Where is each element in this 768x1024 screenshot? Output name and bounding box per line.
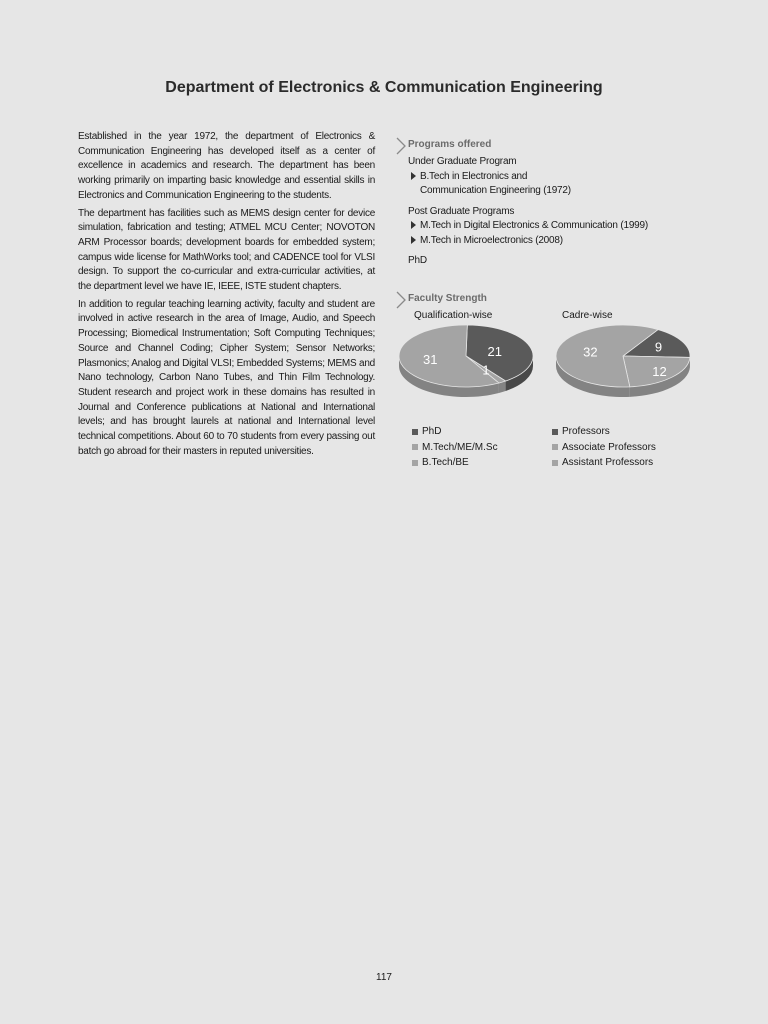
pie-data-label: 9 (654, 339, 663, 355)
pie-data-label: 32 (583, 344, 598, 360)
ug-item-line2: Communication Engineering (1972) (420, 185, 571, 196)
cadre-legend (552, 424, 656, 471)
chevron-right-icon (394, 291, 408, 309)
page-title: Department of Electronics & Communication Engineering (165, 79, 603, 96)
paragraph-facilities: The department has facilities such as MEMS design center for device simulation, fabrication and testing; ATMEL MCU Center; NOVOTON ARM Processor boards; development boards for embedded system; campus wide license for MathWorks tool; and CADENCE tool for VLSI design. To support the co-curricular and extra-curricular activities, at the department level we have IE, IEEE, ISTE student chapters. (78, 207, 375, 293)
faculty-heading: Faculty Strength (408, 293, 487, 304)
ug-label: Under Graduate Program (408, 156, 517, 167)
phd-label: PhD (408, 255, 427, 266)
chart-title-qualification: Qualification-wise (414, 310, 493, 321)
bullet-arrow-icon (411, 236, 416, 244)
pie-data-label: 21 (487, 343, 502, 359)
qualification-legend (412, 424, 498, 471)
pie-data-label: 12 (652, 363, 667, 379)
legend-swatch (552, 429, 558, 435)
programs-heading: Programs offered (408, 139, 492, 150)
paragraph-history: Established in the year 1972, the department of Electronics & Communication Engineering has developed itself as a center of excellence in academics and research. The department has been working primarily on imparting basic knowledge and essential skills in Electronics and Communication Engineering to the students. (78, 131, 375, 201)
legend-item: PhD (412, 424, 498, 440)
legend-item: B.Tech/BE (412, 455, 498, 471)
pg-item-1: M.Tech in Digital Electronics & Communication (1999) (420, 220, 649, 231)
bullet-arrow-icon (411, 172, 416, 180)
pg-item-2: M.Tech in Microelectronics (2008) (420, 234, 563, 246)
pg-item (408, 234, 648, 249)
legend-swatch (412, 429, 418, 435)
legend-swatch (552, 444, 558, 450)
page-number: 117 (376, 972, 392, 983)
legend-item: Associate Professors (552, 440, 656, 456)
legend-item: Assistant Professors (552, 455, 656, 471)
chart-title-cadre: Cadre-wise (562, 310, 613, 321)
pie-data-label: 31 (423, 352, 438, 368)
legend-swatch (412, 444, 418, 450)
pie-data-label: 1 (482, 362, 490, 378)
programs-list (408, 155, 648, 269)
paragraph-research: In addition to regular teaching learning activity, faculty and student are involved in active research in the area of Image, Audio, and Speech Processing; Biomedical Instrumentation; Soft Computing Techniques; Source and Channel Coding; Cipher System; Sensor Networks; Plasmonics; Analog and Digital VLSI; Embedded Systems; MEMS and Nano technology, Carbon Nano Tubes, and Thin Film Technology. Student research and project work in these domains has resulted in Journal and Conference publications at National and International levels; and has brought laurels at national and International level technical competitions. About 60 to 70 students from every passing out batch go abroad for their masters in reputed universities. (78, 298, 375, 457)
qualification-pie-chart (395, 322, 545, 402)
ug-item (408, 170, 648, 185)
pg-item (408, 219, 648, 234)
legend-swatch (412, 460, 418, 466)
cadre-pie-chart (548, 322, 698, 402)
legend-item: Professors (552, 424, 656, 440)
pg-label: Post Graduate Programs (408, 205, 515, 217)
ug-item-line1: B.Tech in Electronics and (420, 170, 528, 182)
department-description (78, 130, 375, 462)
chevron-right-icon (394, 137, 408, 155)
bullet-arrow-icon (411, 221, 416, 229)
legend-item: M.Tech/ME/M.Sc (412, 440, 498, 456)
legend-swatch (552, 460, 558, 466)
